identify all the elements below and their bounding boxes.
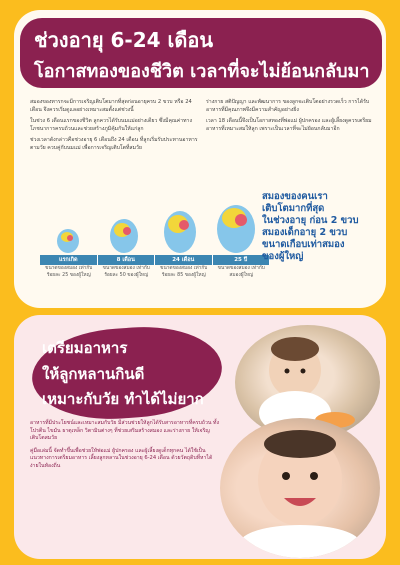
intro-paragraph: ช่วงเวลาดังกล่าวคือช่วงอายุ 6 เดือนถึง 24 เดือน ที่ลูกเริ่มรับประทานอาหารตามวัย ควบคู่กับนมแม่ เพื่อการเจริญเติบโตที่สมวัย <box>30 137 198 151</box>
age-bar <box>40 255 270 265</box>
brain-size-text: ขนาดของสมอง เท่ากับร้อยละ 50 ของผู้ใหญ่ <box>102 266 150 278</box>
brain-size-text: ขนาดของสมอง เท่ากับร้อยละ 85 ของผู้ใหญ่ <box>160 266 208 278</box>
adult-head-icon <box>215 200 257 254</box>
brain-callout <box>262 191 368 283</box>
food-paragraph: อาหารที่มีประโยชน์และเหมาะสมกับวัย มีส่วนช่วยให้ลูกได้รับสารอาหารที่ครบถ้วน ทั้งโปรตีน ไขมัน ธาตุเหล็ก วิตามินต่างๆ ที่ช่วยเสริมสร้างสมอง และร่างกาย ให้เจริญเติบโตสมวัย <box>30 420 220 442</box>
callout-line: ขนาดเกือบเท่าสมอง <box>262 239 345 250</box>
intro-left-column <box>30 99 198 157</box>
callout-line: ของผู้ใหญ่ <box>262 251 304 262</box>
intro-right-column <box>206 99 374 137</box>
callout-line: สมองเด็กอายุ 2 ขวบ <box>262 227 348 238</box>
age-label: 24 เดือน <box>155 255 213 265</box>
food-paragraph: คู่มือเล่มนี้ จัดทำขึ้นเพื่อช่วยให้พ่อแม่ ผู้ปกครอง และผู้เลี้ยงดูเด็กทุกคน ได้ใช้เป็นแนวทางการเตรียมอาหาร เลี้ยงลูกหลานในช่วงอายุ 6-24 เดือน ด้วยวัตถุดิบที่หาได้ง่ายในท้องถิ่น <box>30 447 213 469</box>
intro-paragraph: เวลา 18 เดือนนี้จึงเป็นโอกาสทองที่พ่อแม่ ผู้ปกครอง และผู้เลี้ยงดูควรเตรียมอาหารที่เหมาะสมให้ลูก เพราะเป็นเวลาที่จะไม่ย้อนกลับมาอีก <box>206 118 372 132</box>
age-label: 25 ปี <box>213 255 271 265</box>
brain-size-text: ขนาดของสมอง เท่ากับสมองผู้ใหญ่ <box>217 266 265 278</box>
food-title-line: ให้ลูกหลานกินดี <box>42 365 145 383</box>
food-text <box>30 420 220 476</box>
age-label: แรกเกิด <box>40 255 98 265</box>
brain-size-text: ขนาดของสมอง เท่ากับร้อยละ 25 ของผู้ใหญ่ <box>45 266 93 278</box>
intro-paragraph: ในช่วง 6 เดือนแรกของชีวิต ลูกควรได้รับนมแม่อย่างเดียว ซึ่งมีคุณค่าทางโภชนาการครบถ้วนและช่วยสร้างภูมิคุ้มกันให้แก่ลูก <box>30 118 192 132</box>
food-title-line: เหมาะกับวัย ทำได้ไม่ยาก <box>42 390 204 408</box>
food-title <box>32 322 232 412</box>
page-title: ช่วงอายุ 6-24 เดือน <box>34 28 214 52</box>
smiling-baby-photo <box>220 418 380 558</box>
callout-line: เติบโตมากที่สุด <box>262 203 325 214</box>
brain-growth-figure <box>30 186 270 291</box>
intro-paragraph: สมองของทารกจะมีการเจริญเติบโตมากที่สุดก่อนอายุครบ 2 ขวบ หรือ 24 เดือน จึงควรเริ่มดูแลอย่างเหมาะสมตั้งแต่ช่วงนี้ <box>30 99 192 113</box>
age-label: 8 เดือน <box>98 255 156 265</box>
food-title-line: เตรียมอาหาร <box>42 339 128 357</box>
newborn-head-icon <box>55 226 81 254</box>
callout-line: ในช่วงอายุ ก่อน 2 ขวบ <box>262 215 359 226</box>
title-banner <box>20 18 382 88</box>
callout-line: สมองของคนเรา <box>262 191 328 202</box>
toddler-head-icon <box>162 208 198 254</box>
brain-size-labels <box>40 266 270 280</box>
smiling-baby-image <box>220 418 380 558</box>
infant-head-icon <box>108 216 140 254</box>
page-subtitle: โอกาสทองของชีวิต เวลาที่จะไม่ย้อนกลับมา <box>34 61 370 82</box>
intro-paragraph: ร่างกาย สติปัญญา และพัฒนาการ ของลูกจะเติบโตอย่างรวดเร็ว การได้รับอาหารที่มีคุณภาพจึงมีความสำคัญอย่างยิ่ง <box>206 99 370 113</box>
